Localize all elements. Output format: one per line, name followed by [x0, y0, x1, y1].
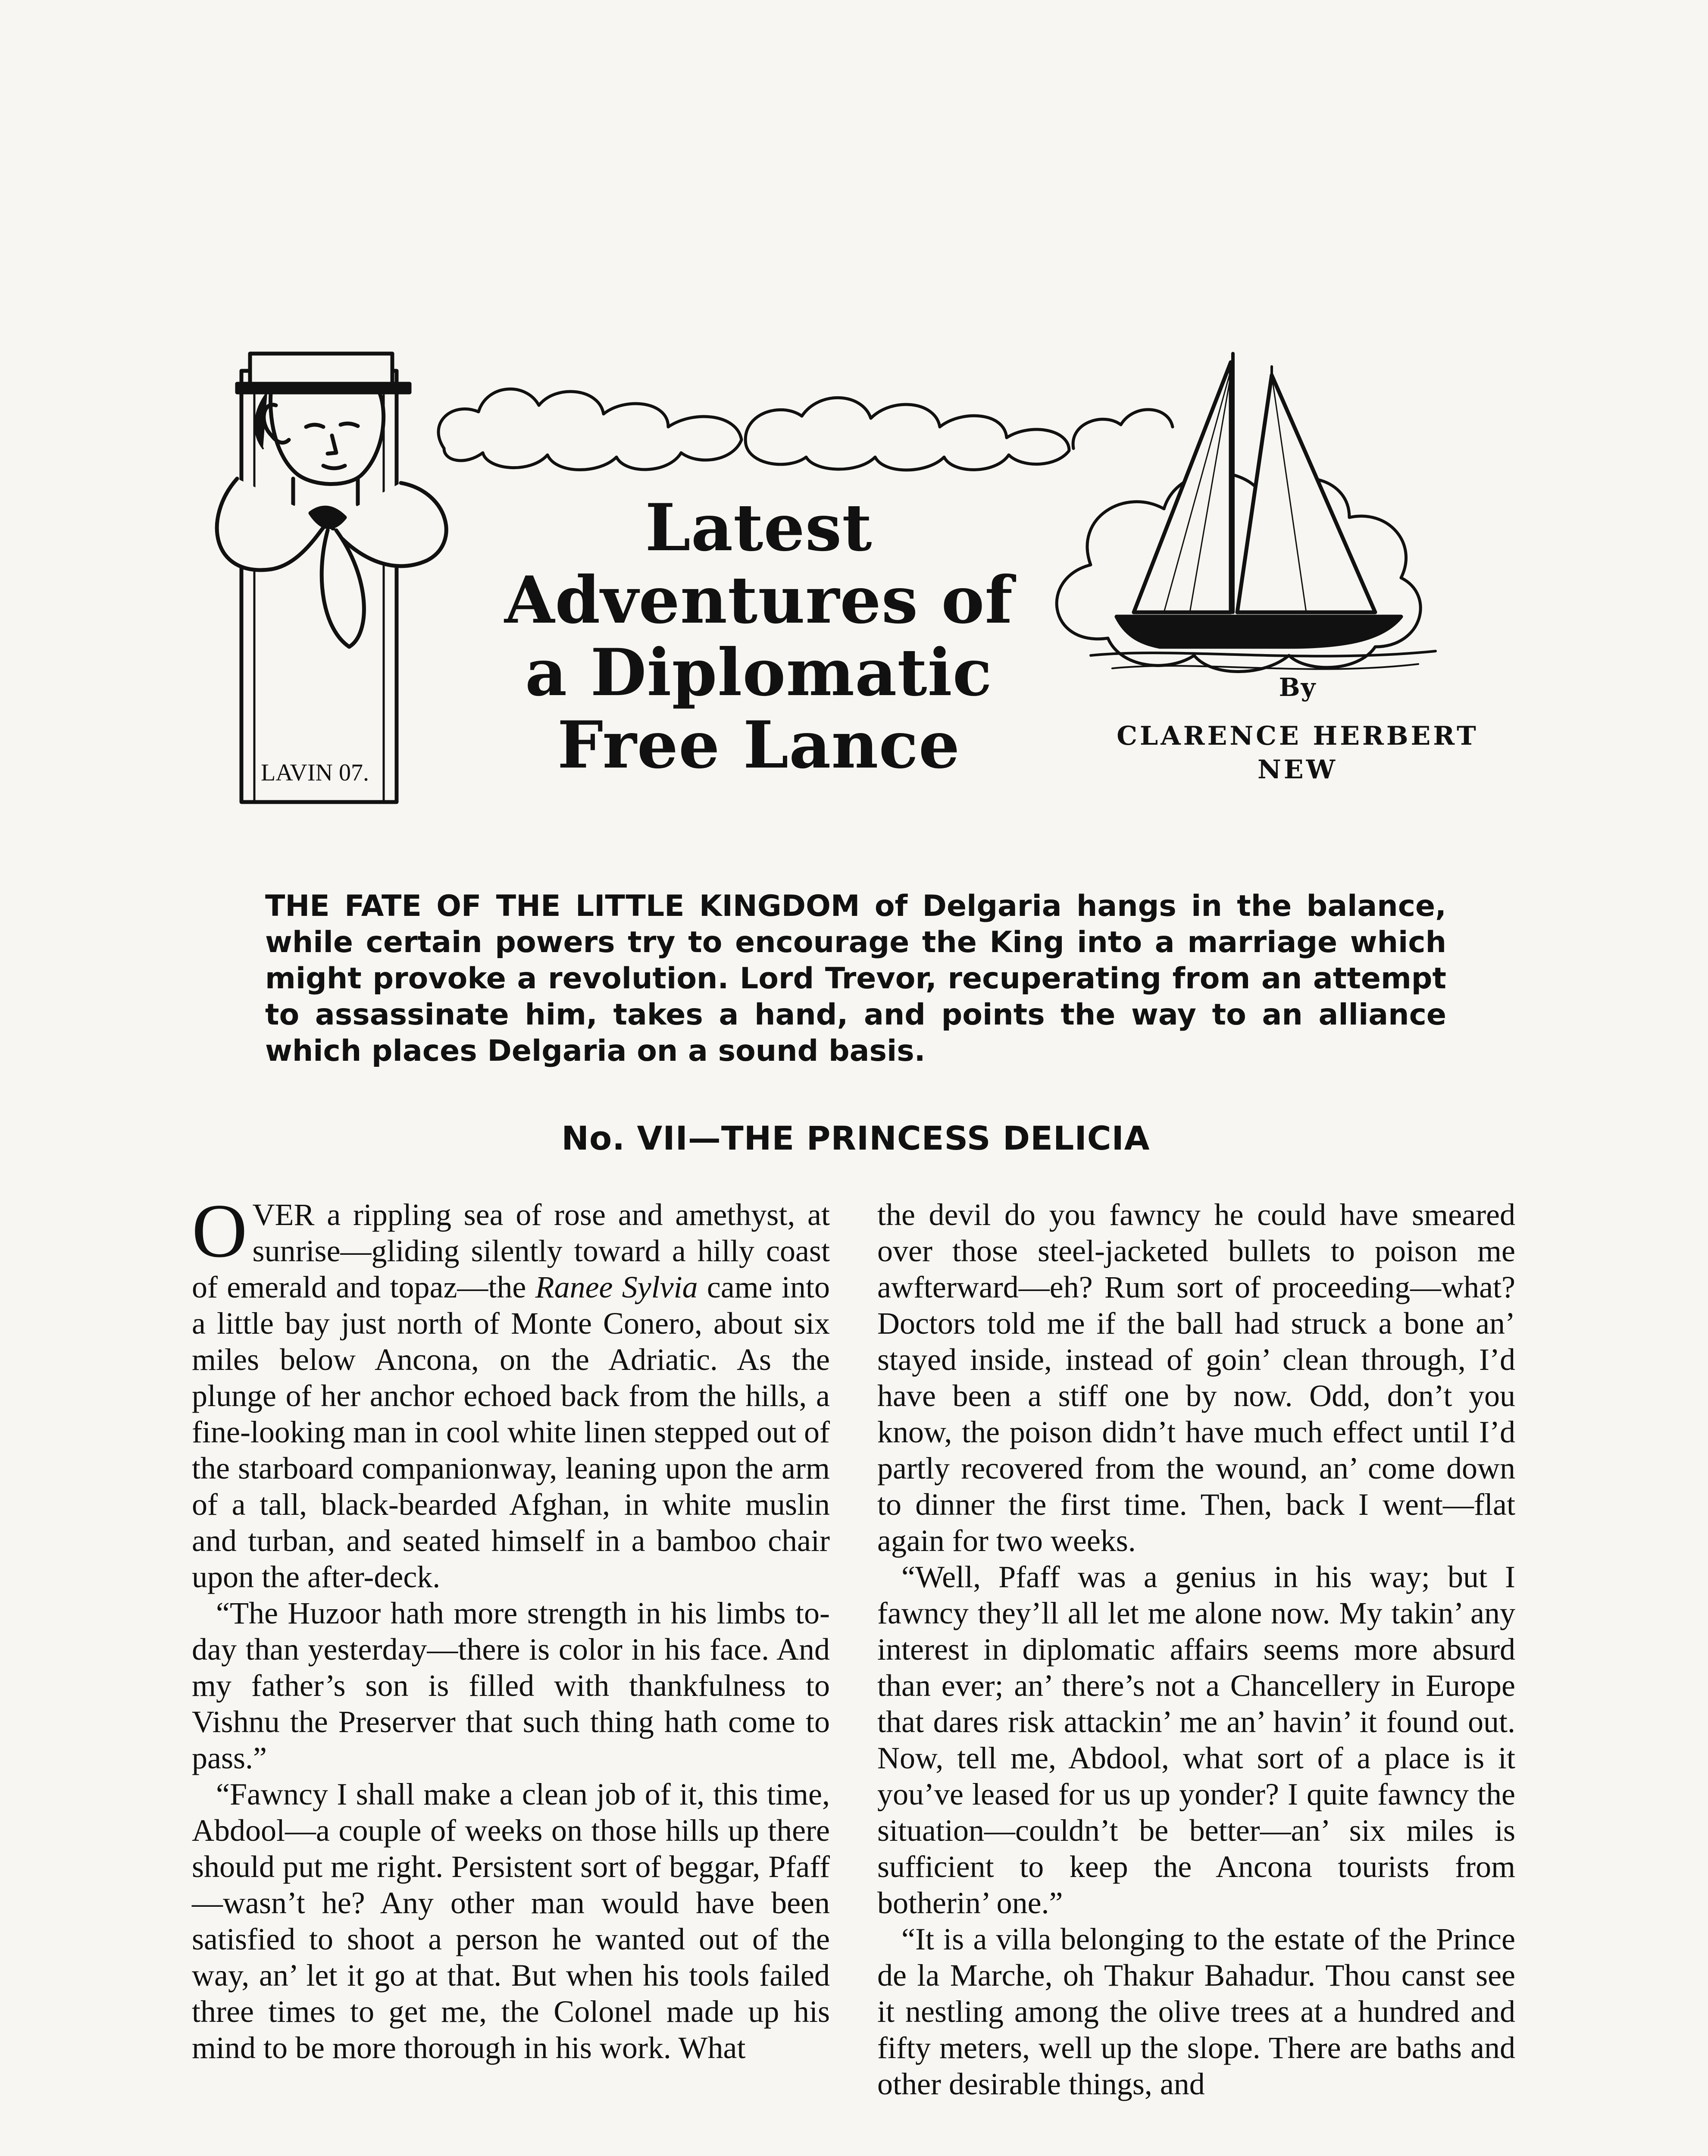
author-name-line: NEW	[1258, 755, 1338, 785]
drop-cap: O	[192, 1188, 247, 1273]
byline	[1060, 673, 1535, 787]
left-panel-frame	[241, 371, 397, 802]
paragraph: the devil do you fawncy he could have smeared over those steel-jacketed bullets to poison me awfterward—eh? Rum sort of proceeding—what? Doctors told me if the ball had struck a bone an’ stayed inside, instead of goin’ clean through, I’d have been a stiff one by now. Odd, don’t you know, the poison didn’t have much effect until I’d partly recovered from the wound, an’ come down to dinner the first time. Then, back I went—flat again for two weeks.	[877, 1197, 1515, 1558]
paragraph-text: came into a little bay just north of Monte Conero, about six miles below Ancona, on the Adriatic. As the plunge of her anchor echoed back from the hills, a fine-looking man in cool white linen stepped out of the starboard companionway, leaning upon the arm of a tall, black-bearded Afghan, in white muslin and turban, and seated himself in a bamboo chair upon the after-deck.	[192, 1270, 830, 1594]
article-title	[461, 492, 1056, 781]
boy-portrait	[217, 354, 446, 647]
paragraph	[192, 1188, 830, 1595]
right-column	[877, 1197, 1515, 2102]
left-column	[192, 1188, 830, 2066]
ship-name: Ranee Sylvia	[535, 1270, 698, 1304]
paragraph: “Well, Pfaff was a genius in his way; but I fawncy they’ll all let me alone now. My takin’ any interest in diplomatic affairs seems more absurd than ever; an’ there’s not a Chancellery in Europe that dares risk attackin’ me an’ havin’ it found out. Now, tell me, Abdool, what sort of a place is it you’ve leased for us up yonder? I quite fawncy the situation—couldn’t be better—an’ six miles is sufficient to keep the Ancona tourists from botherin’ one.”	[877, 1560, 1515, 1920]
title-line: a Diplomatic	[525, 635, 992, 711]
title-line: Free Lance	[557, 707, 960, 783]
artist-signature: LAVIN 07.	[261, 759, 369, 786]
title-line: Adventures of	[504, 562, 1013, 638]
paragraph: “It is a villa belonging to the estate of the Prince de la Marche, oh Thakur Bahadur. Thou canst see it nestling among the olive trees at a hundred and fifty meters, well up the slope. There are baths and other desirable things, and	[877, 1922, 1515, 2101]
byline-by: By	[1279, 673, 1317, 702]
intro-lead: THE FATE OF THE LITTLE KINGDOM	[265, 889, 860, 923]
paragraph: “Fawncy I shall make a clean job of it, this time, Abdool—a couple of weeks on those hills up there should put me right. Persistent sort of beggar, Pfaff—wasn’t he? Any other man would have been satisfied to shoot a person he wanted out of the way, an’ let it go at that. But when his tools failed three times to get me, the Colonel made up his mind to be more thorough in his work. What	[192, 1777, 830, 2065]
paragraph-text: VER a rippling sea of rose and amethyst, at sunrise—gliding silently toward a hilly coast of emerald and topaz—the	[192, 1197, 830, 1304]
chapter-title: No. VII—THE PRINCESS DELICIA	[561, 1119, 1150, 1157]
intro-summary	[265, 888, 1446, 1069]
paragraph: “The Huzoor hath more strength in his limbs to-day than yesterday—there is color in his face. And my father’s son is filled with thankfulness to Vishnu the Preserver that such thing hath come to pass.”	[192, 1596, 830, 1775]
intro-text: of Delgaria hangs in the balance, while certain powers try to encourage the King into a marriage which might provoke a revolution. Lord Trevor, recuperating from an attempt to assassinate him, takes a hand, and points the way to an alliance which places Delgaria on a sound basis.	[265, 889, 1446, 1068]
author-name-line: CLARENCE HERBERT	[1117, 721, 1479, 751]
title-line: Latest	[645, 490, 873, 566]
